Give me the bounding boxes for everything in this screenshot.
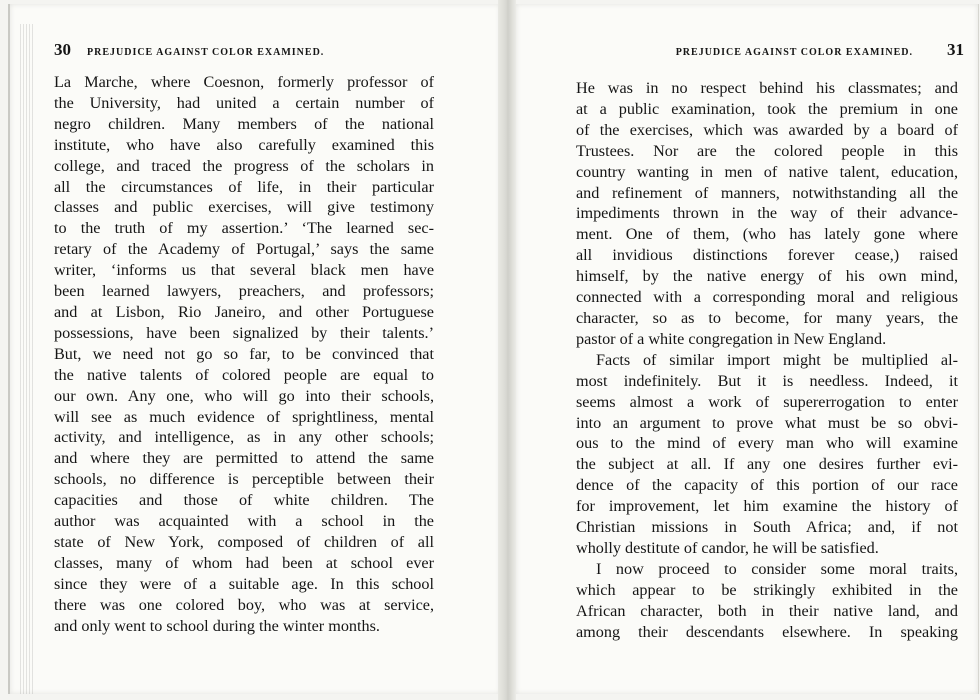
right-page-body <box>576 78 958 642</box>
text-line: will see as much evidence of sprightliness, mental <box>54 407 434 426</box>
text-line: La Marche, where Coesnon, formerly professor of <box>54 73 434 91</box>
text-line: since they were of a suitable age. In this school <box>54 574 434 593</box>
text-line: and where they are permitted to attend the same <box>54 449 434 468</box>
text-line: wholly destitute of candor, he will be satisfied. <box>576 538 879 557</box>
text-line: Facts of similar import might be multiplied al- <box>596 350 958 369</box>
text-line: retary of the Academy of Portugal,’ says the same <box>54 240 434 259</box>
text-line: possessions, have been signalized by their talents.’ <box>54 323 434 342</box>
text-line: Trustees. Nor are the colored people in this <box>576 141 958 160</box>
text-line: college, and traced the progress of the scholars in <box>54 156 434 175</box>
text-line: capacities and those of white children. The <box>54 491 434 510</box>
text-line: writer, ‘informs us that several black men have <box>54 261 434 280</box>
text-line: there was one colored boy, who was at service, <box>54 595 434 614</box>
text-line: the subject at all. If any one desires further evi- <box>576 455 958 474</box>
text-line: connected with a corresponding moral and religious <box>576 288 958 307</box>
text-line: our own. Any one, who will go into their schools, <box>54 386 434 405</box>
text-line: and only went to school during the winter months. <box>54 616 380 635</box>
text-line: among their descendants elsewhere. In speaking <box>576 622 958 641</box>
text-line: of the exercises, which was awarded by a board of <box>576 120 958 139</box>
text-line: Christian missions in South Africa; and, if not <box>576 518 958 537</box>
text-line: all invidious distinctions forever cease,) raised <box>576 246 958 265</box>
text-line: negro children. Many members of the national <box>54 114 434 133</box>
text-line: been learned lawyers, preachers, and professors; <box>54 282 434 301</box>
text-line: and refinement of manners, notwithstanding all the <box>576 183 958 202</box>
text-line: classes, many of whom had been at school ever <box>54 553 434 572</box>
text-line: ous to the mind of every man who will examine <box>576 434 958 453</box>
text-line: schools, no difference is perceptible between their <box>54 470 434 489</box>
text-line: institute, who have also carefully examined this <box>54 135 434 154</box>
text-line: state of New York, composed of children of all <box>54 532 434 551</box>
text-line: classes and public exercises, will give testimony <box>54 198 434 217</box>
text-line: pastor of a white congregation in New England. <box>576 329 887 348</box>
text-line: and at Lisbon, Rio Janeiro, and other Portuguese <box>54 302 434 321</box>
running-head-title: PREJUDICE AGAINST COLOR EXAMINED. <box>87 47 325 58</box>
text-line: into an argument to prove what must be so obvi- <box>576 413 958 432</box>
running-head-title: PREJUDICE AGAINST COLOR EXAMINED. <box>675 47 913 58</box>
text-line: I now proceed to consider some moral traits, <box>596 559 958 578</box>
text-line: African character, both in their native land, and <box>576 601 958 620</box>
right-running-header <box>578 40 964 62</box>
text-line: the University, had united a certain number of <box>54 93 434 112</box>
text-line: But, we need not go so far, to be convinced that <box>54 344 434 363</box>
text-line: which appear to be strikingly exhibited in the <box>576 580 958 599</box>
text-line: dence of the capacity of this portion of our race <box>576 476 958 495</box>
text-line: for improvement, let him examine the history of <box>576 497 958 516</box>
text-line: ment. One of them, (who has lately gone where <box>576 225 958 244</box>
text-line: author was acquainted with a school in the <box>54 512 434 531</box>
text-line: himself, by the native energy of his own mind, <box>576 267 958 286</box>
right-page <box>516 4 979 694</box>
left-page-body <box>54 72 434 636</box>
text-line: all the circumstances of life, in their particular <box>54 177 434 196</box>
page-edge-shadow <box>20 24 34 694</box>
left-running-header <box>54 40 438 62</box>
text-line: He was in no respect behind his classmates; and <box>576 79 958 97</box>
text-line: impediments thrown in the way of their advance- <box>576 204 958 223</box>
text-line: most indefinitely. But it is needless. Indeed, it <box>576 371 958 390</box>
text-line: country wanting in men of native talent, education, <box>576 162 958 181</box>
page-number: 31 <box>947 40 964 59</box>
text-line: character, so as to become, for many years, the <box>576 308 958 327</box>
text-line: seems almost a work of supererrogation to enter <box>576 392 958 411</box>
text-line: to the truth of my assertion.’ ‘The learned sec- <box>54 219 434 238</box>
text-line: the native talents of colored people are equal to <box>54 365 434 384</box>
text-line: activity, and intelligence, as in any other schools; <box>54 428 434 447</box>
book-gutter <box>498 0 516 700</box>
text-line: at a public examination, took the premium in one <box>576 99 958 118</box>
page-number: 30 <box>54 40 71 59</box>
left-page <box>8 4 500 694</box>
